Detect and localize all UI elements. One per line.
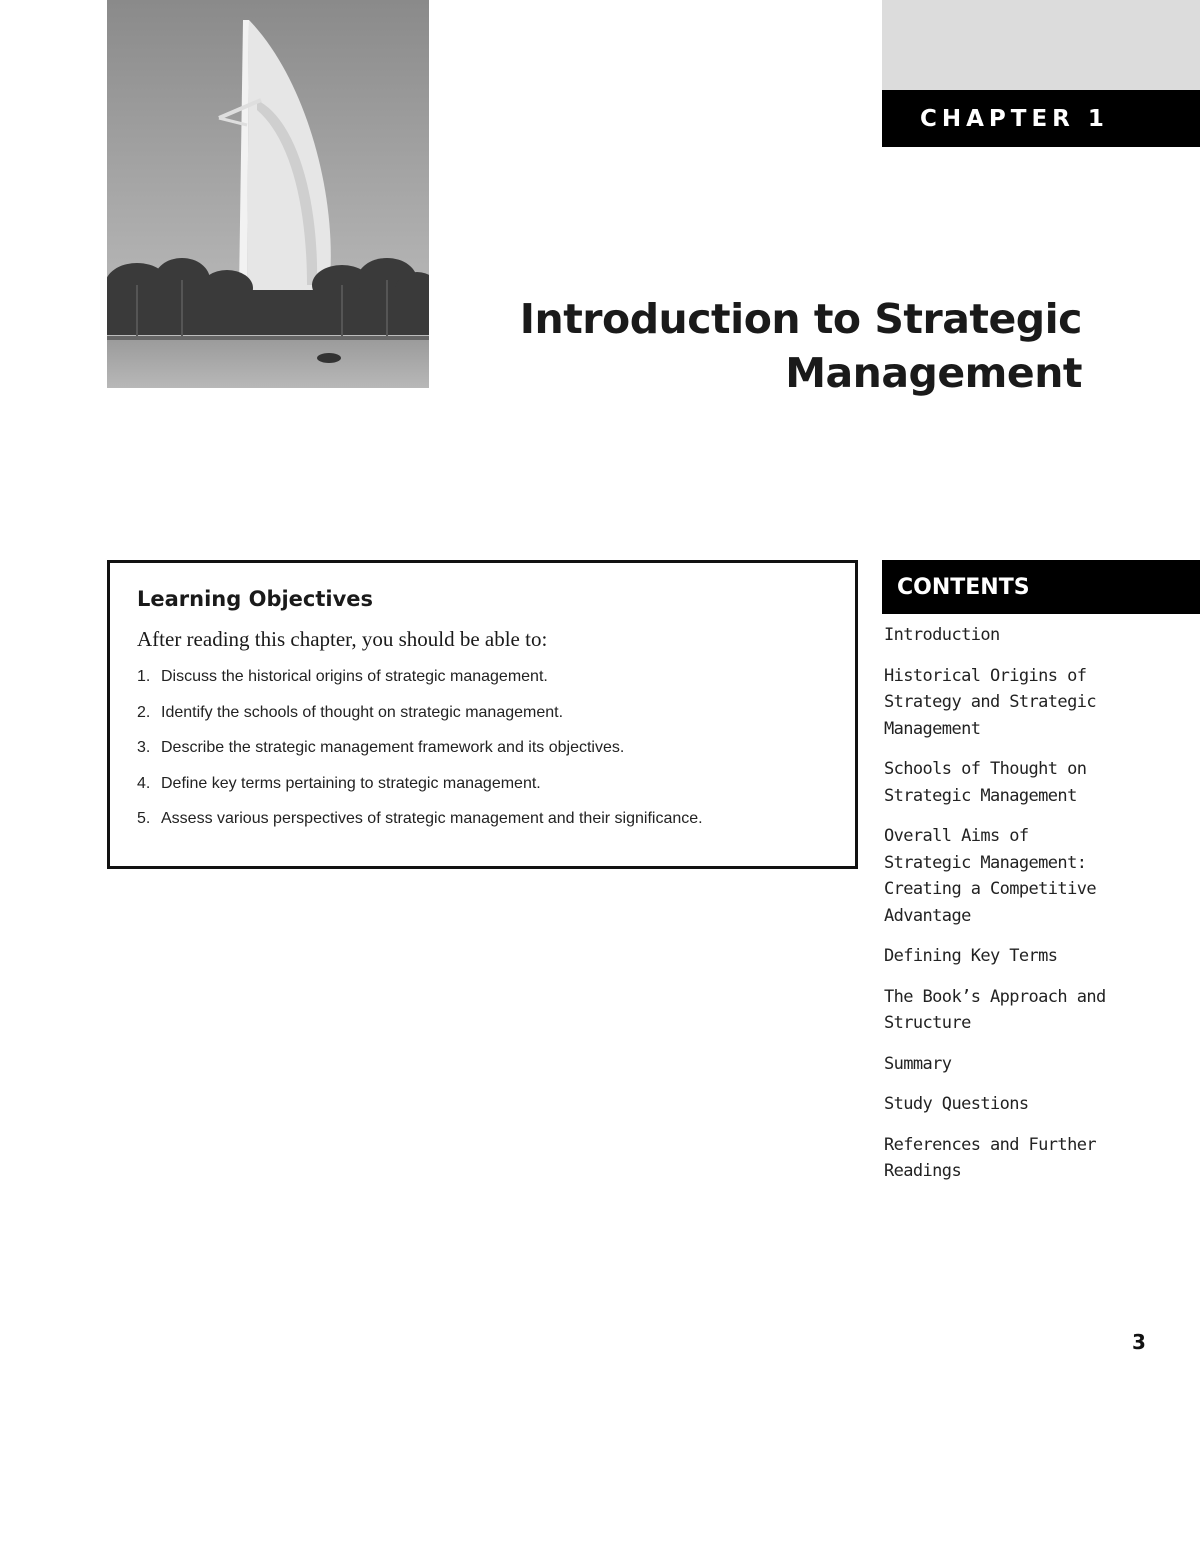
- contents-item: The Book’s Approach and Structure: [884, 986, 1106, 1033]
- chapter-label-text: CHAPTER 1: [920, 105, 1109, 132]
- chapter-title: [462, 292, 1082, 400]
- contents-item: References and Further Readings: [884, 1134, 1096, 1181]
- learning-objectives-list: [137, 668, 828, 846]
- page-number: 3: [1132, 1330, 1146, 1354]
- learning-objectives-box: [107, 560, 858, 869]
- objective-text: Define key terms pertaining to strategic management.: [161, 774, 541, 792]
- contents-item: Study Questions: [884, 1094, 1029, 1114]
- objective-number: 3.: [137, 739, 151, 756]
- learning-objectives-intro: After reading this chapter, you should be able to:: [137, 627, 548, 651]
- objective-text: Assess various perspectives of strategic management and their significance.: [161, 810, 703, 827]
- contents-item: Schools of Thought on Strategic Management: [884, 759, 1087, 806]
- contents-item: Summary: [884, 1053, 952, 1074]
- contents-item: Overall Aims of Strategic Management: Creating a Competitive Advantage: [884, 826, 1096, 926]
- learning-objective-item: [137, 668, 828, 704]
- learning-objective-item: [137, 775, 828, 811]
- chapter-title-line-2: Management: [785, 349, 1082, 397]
- learning-objective-item: [137, 704, 828, 740]
- contents-item: Defining Key Terms: [884, 946, 1058, 966]
- contents-heading: [882, 560, 1200, 614]
- learning-objective-item: [137, 810, 828, 846]
- chapter-title-line-1: Introduction to Strategic: [519, 295, 1082, 343]
- contents-item: Historical Origins of Strategy and Strategic Management: [884, 665, 1096, 739]
- objective-number: 5.: [137, 810, 151, 827]
- header-grey-tab: [882, 0, 1200, 90]
- contents-item: Introduction: [884, 625, 1000, 645]
- contents-list: [884, 622, 1124, 1199]
- objective-number: 1.: [137, 668, 151, 685]
- objective-number: 4.: [137, 774, 151, 792]
- learning-objective-item: [137, 739, 828, 775]
- objective-text: Describe the strategic management framework and its objectives.: [161, 739, 625, 756]
- chapter-label: [882, 90, 1200, 147]
- objective-text: Identify the schools of thought on strategic management.: [161, 703, 564, 721]
- objective-number: 2.: [137, 703, 151, 721]
- learning-objectives-heading: Learning Objectives: [137, 587, 374, 611]
- contents-heading-text: CONTENTS: [897, 574, 1030, 600]
- objective-text: Discuss the historical origins of strategic management.: [161, 668, 548, 685]
- chapter-photo: [107, 0, 429, 388]
